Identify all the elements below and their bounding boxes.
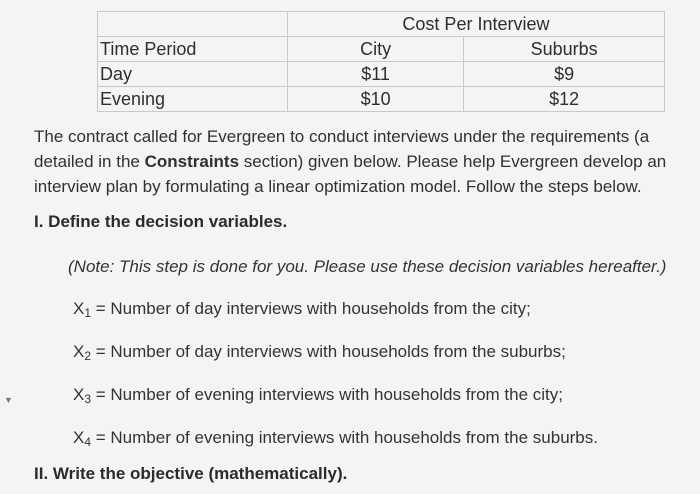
variable-text: = Number of evening interviews with households from the city; <box>91 385 564 404</box>
section-heading-decision-variables: I. Define the decision variables. <box>34 212 288 231</box>
variable-definition <box>73 342 566 363</box>
paragraph-text: section) given below. Please help Evergreen develop an <box>239 152 667 171</box>
row-period: Evening <box>98 87 288 112</box>
variable-symbol: X <box>73 299 85 318</box>
row-suburbs-cost: $9 <box>464 62 665 87</box>
section-heading-objective: II. Write the objective (mathematically). <box>34 464 348 483</box>
variable-text: = Number of day interviews with households from the suburbs; <box>91 342 566 361</box>
cost-table <box>97 11 665 112</box>
variable-symbol: X <box>73 428 85 447</box>
table-cell-empty <box>98 12 288 37</box>
row-period: Day <box>98 62 288 87</box>
intro-paragraph <box>34 124 700 199</box>
variable-text: = Number of day interviews with households from the city; <box>91 299 531 318</box>
paragraph-line: interview plan by formulating a linear optimization model. Follow the steps below. <box>34 177 642 196</box>
column-header-period: Time Period <box>98 37 288 62</box>
variable-index: 4 <box>84 435 92 449</box>
variable-symbol: X <box>73 385 85 404</box>
table-title-row <box>98 12 665 37</box>
variable-definition <box>73 428 598 449</box>
variable-index: 2 <box>84 349 92 363</box>
variable-text: = Number of evening interviews with households from the suburbs. <box>91 428 598 447</box>
column-header-suburbs: Suburbs <box>464 37 665 62</box>
paragraph-text: detailed in the <box>34 152 145 171</box>
row-suburbs-cost: $12 <box>464 87 665 112</box>
table-row <box>98 87 665 112</box>
variable-index: 3 <box>84 392 92 406</box>
row-city-cost: $11 <box>287 62 463 87</box>
chevron-down-icon: ▼ <box>4 395 13 405</box>
variable-index: 1 <box>84 306 92 320</box>
row-city-cost: $10 <box>287 87 463 112</box>
variable-definition <box>73 385 563 406</box>
table-header-row <box>98 37 665 62</box>
paragraph-line <box>34 149 700 174</box>
variable-symbol: X <box>73 342 85 361</box>
note-text: (Note: This step is done for you. Please use these decision variables hereafter.) <box>68 257 667 276</box>
constraints-emphasis: Constraints <box>144 152 240 171</box>
variable-definition <box>73 299 531 320</box>
paragraph-line: The contract called for Evergreen to conduct interviews under the requirements (a <box>34 127 650 146</box>
table-row <box>98 62 665 87</box>
table-title: Cost Per Interview <box>287 12 664 37</box>
column-header-city: City <box>287 37 463 62</box>
